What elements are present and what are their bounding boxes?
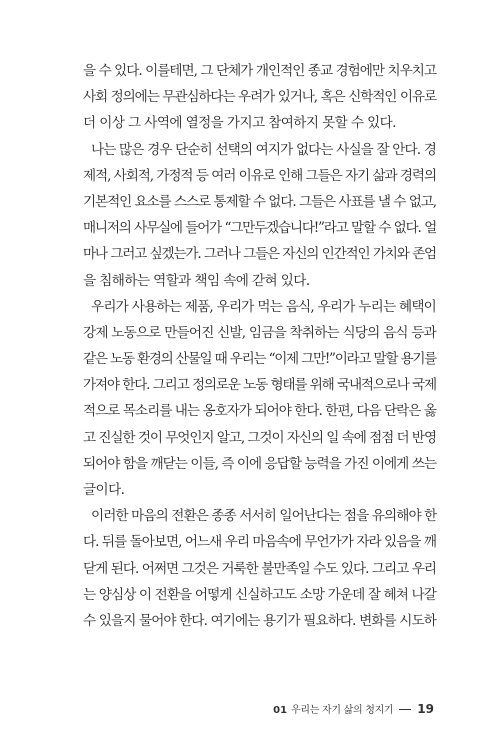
text-line: 가져야 한다. 그리고 정의로운 노동 형태를 위해 국내적으로나 국제 [83,377,436,394]
text-line: 닫게 된다. 어쩌면 그것은 거룩한 불만족일 수도 있다. 그리고 우리 [83,560,436,577]
text-line: 사회 정의에는 무관심하다는 우려가 있거나, 혹은 신학적인 이유로 [83,89,436,106]
text-line: 우리가 사용하는 제품, 우리가 먹는 음식, 우리가 누리는 혜택이 [91,298,436,315]
text-line: 되어야 함을 깨닫는 이들, 즉 이에 응답할 능력을 가진 이에게 쓰는 [83,455,436,472]
text-line: 더 이상 그 사역에 열정을 가지고 참여하지 못할 수 있다. [83,115,396,132]
text-line: 기본적인 요소를 스스로 통제할 수 없다. 그들은 사표를 낼 수 없고, [83,193,436,210]
text-line: 을 수 있다. 이를테면, 그 단체가 개인적인 종교 경험에만 치우치고 [83,63,436,79]
text-line: 매니저의 사무실에 들어가 “그만두겠습니다!”라고 말할 수 없다. 얼 [83,220,436,237]
text-line: 마나 그러고 싶겠는가. 그러나 그들은 자신의 인간적인 가치와 존엄 [83,246,436,263]
chapter-number: 01 [273,705,288,716]
chapter-title: 우리는 자기 삶의 청지기 [291,705,394,716]
text-line: 나는 많은 경우 단순히 선택의 여지가 없다는 사실을 잘 안다. 경 [91,141,436,158]
text-line: 강제 노동으로 만들어진 신발, 임금을 착취하는 식당의 음식 등과 [83,324,436,341]
text-line: 글이다. [83,482,125,498]
page-footer [273,701,434,716]
text-line: 이러한 마음의 전환은 종종 서서히 일어난다는 점을 유의해야 한 [91,508,437,525]
text-line: 는 양심상 이 전환을 어떻게 신실하고도 소망 가운데 잘 헤쳐 나갈 [83,586,436,603]
text-line: 수 있을지 물어야 한다. 여기에는 용기가 필요하다. 변화를 시도하 [83,612,436,629]
footer-rule [399,709,411,710]
page-number: 19 [417,702,434,716]
text-line: 제적, 사회적, 가정적 등 여러 이유로 인해 그들은 자기 삶과 경력의 [83,167,436,184]
text-line: 을 침해하는 역할과 책임 속에 갇혀 있다. [83,272,310,289]
body-text [83,58,436,634]
text-line: 같은 노동 환경의 산물일 때 우리는 “이제 그만!”이라고 말할 용기를 [83,351,436,368]
text-line: 적으로 목소리를 내는 옹호자가 되어야 한다. 한편, 다음 단락은 옳 [83,403,436,420]
text-line: 고 진실한 것이 무엇인지 알고, 그것이 자신의 일 속에 점점 더 반영 [83,429,436,446]
text-line: 다. 뒤를 돌아보면, 어느새 우리 마음속에 무언가가 자라 있음을 깨 [83,534,436,551]
